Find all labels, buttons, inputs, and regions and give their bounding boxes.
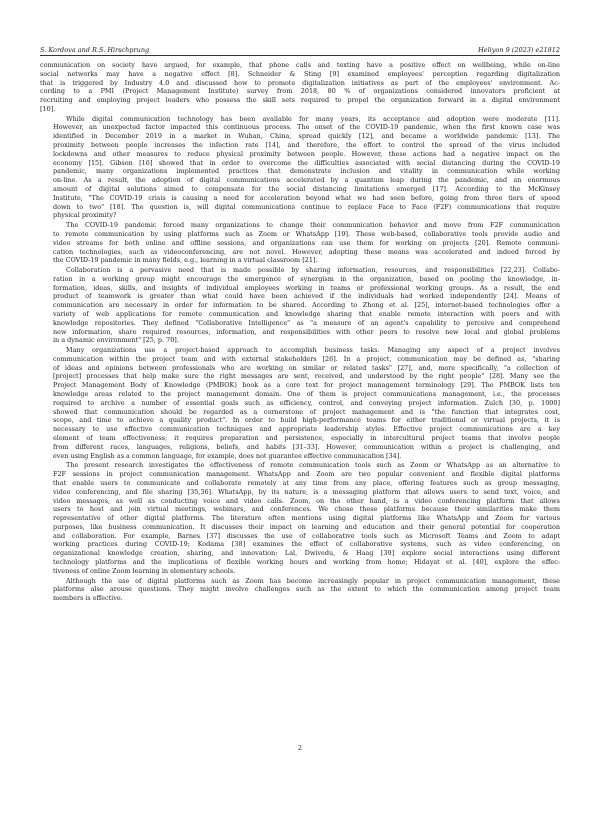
text-line: video streams for both online and offline sessions, and organizations can use them for working on projects [20]. Remote communi- (53, 238, 560, 247)
text-line: representative of other digital platforms. The literature often mentions using digital platforms like WhatsApp and Zoom for various (53, 514, 560, 523)
body-paragraph (40, 115, 560, 221)
text-line: tiveness of online Zoom learning in elementary schools. (53, 566, 236, 575)
text-line: product of teamwork is greater than what could have been achieved if the individuals had worked independently [24]. Means of (53, 292, 560, 301)
text-line: and collaboration. For example, Barnes [37] discusses the use of collaborative tools such as Microsoft Teams and Zoom to adapt (53, 531, 560, 540)
running-header-journal: Heliyon 9 (2023) e21812 (478, 46, 560, 54)
text-line: However, an unexpected factor impacted this continuous process. The onset of the COVID-19 pandemic, when the first known case was (53, 123, 560, 132)
text-line: social networks may have a negative effect [8]. Schneider & Sting [9] examined employees' perception regarding digitalization (40, 69, 560, 78)
text-line: Institute, "The COVID-19 crisis is causing a need for acceleration beyond what we had seen before, going from three tiers of speed (53, 193, 560, 202)
text-line: The present research investigates the effectiveness of remote communication tools such as Zoom or WhatsApp as an alternative to (66, 461, 560, 470)
text-line: communication on society have argued, for example, that phone calls and texting have a positive effect on wellbeing, while on-line (40, 61, 560, 69)
body-paragraph (40, 346, 560, 460)
text-line: even using English as a common language, for example, does not guarantee effective communication [34]. (53, 451, 402, 460)
text-line: necessary to use effective communication techniques and appropriate leadership styles. Effective project communications are a key (53, 425, 560, 434)
body-paragraph (40, 61, 560, 114)
text-line: cording to a PMI (Project Management Institute) survey from 2018, 80 % of organizations considered innovators proficient at (40, 87, 560, 96)
text-line: from different races, languages, religions, beliefs, and habits [31–33]. However, communication within a project is challenging, and (53, 442, 560, 451)
text-line: on-line. As a result, the adoption of digital communications accelerated by a quantum leap during the pandemic, and an enormous (53, 176, 560, 185)
text-line: communication within the project team and with external stakeholders [26]. In a project, communication may be defined as, "sharing (53, 354, 560, 363)
text-line: element of team effectiveness; it requires preparation and persistence, especially in intercultural project teams that involve people (53, 434, 560, 443)
text-line: identified in December 2019 in a market in Wuhan, China, spread quickly [12], and became a worldwide pandemic [13]. The (53, 132, 560, 141)
body-paragraph (40, 266, 560, 345)
text-line: communication are necessary in order for information to be shared. According to Zhong et al. [25], internet-based technologies offer a (53, 301, 560, 310)
text-line: F2F sessions in project communication management. WhatsApp and Zoom are two popular convenient and flexible digital platforms (53, 470, 560, 479)
text-line: [project] processes that help make sure the right messages are sent, received, and understood by the right people" [28]. Many see the (53, 372, 560, 381)
text-line: cation technologies, such as videoconferencing, are not novel. However, adopting these means was accelerated and indeed forced by (53, 247, 560, 256)
text-line: required to archive a number of essential goals such as efficiency, control, and conveying project information. Zulch [30, p. 1000] (53, 398, 560, 407)
text-line: Collaboration is a pervasive need that is made possible by sharing information, resources, and responsibilities [22,23]. Collabo- (66, 266, 560, 274)
text-line: While digital communication technology has been available for many years, its acceptance and adoption were moderate [11]. (66, 114, 560, 123)
text-line: The COVID-19 pandemic forced many organizations to change their communication behavior and move from F2F communication (66, 221, 560, 230)
text-line: technology platforms and the implications of flexible working hours and working from home; Hidayat et al. [40], explore the effec- (53, 558, 560, 567)
text-line: down to two" [18]. The question is, will digital communications continue to replace Face to Face (F2F) communications that require (53, 202, 560, 211)
text-line: Project Management Body of Knowledge (PMBOK) book as a core text for project management terminology [29]. The PMBOK lists ten (53, 381, 560, 390)
text-line: formation, ideas, skills, and insights of individual employees working in teams or professional working groups. As a result, the end (53, 283, 560, 292)
text-line: Many organizations use a project-based approach to accomplish business tasks. Managing any aspect of a project involves (66, 346, 560, 355)
text-line: platforms also arouse questions. They might involve challenges such as the extent to which the communication among project team (53, 585, 560, 594)
text-line: the COVID-19 pandemic in many fields, e.g., learning in a virtual classroom [21]. (53, 256, 318, 265)
text-line: new information, share required resources, information, and responsibilities with other peers to resolve new local and global problems (53, 327, 560, 336)
text-line: that enable users to communicate and collaborate remotely at any time from any place, offering features such as group messaging, (53, 478, 560, 487)
text-line: [10]. (40, 104, 56, 113)
text-line: video conferencing, and file sharing [35,36]. WhatsApp, by its nature, is a messaging platform that allows users to send text, voice, and (53, 487, 560, 496)
page-number: 2 (297, 744, 303, 752)
text-line: working practices during COVID-19; Kodama [38] examines the effect of collaborative systems, such as video conferencing, on (53, 540, 560, 549)
text-line: in a dynamic environment" [25, p. 70]. (53, 336, 179, 345)
text-line: physical proximity? (53, 211, 117, 220)
running-header-authors: S. Kordova and R.S. Hirschprung (40, 46, 150, 54)
article-body (40, 61, 560, 604)
text-line: proximity between people increases the infection rate [14], and therefore, the effort to control the spread of the virus included (53, 141, 560, 150)
text-line: Although the use of digital platforms such as Zoom has become increasingly popular in project communication management, these (66, 576, 560, 585)
text-line: knowledge areas related to the project management domain. One of them is project communications management, i.e., the processes (53, 390, 560, 399)
text-line: members is effective. (53, 594, 123, 603)
text-line: recruiting and employing project leaders who possess the skill sets required to propel the organization forward in a digital environment (40, 96, 560, 105)
text-line: economy [15]. Gibson [16] showed that in order to overcome the difficulties associated with social distancing during the COVID-19 (53, 158, 560, 167)
text-line: showed that communication should be regarded as a cornerstone of project management and is "the function that integrates cost, (53, 407, 560, 416)
text-line: users to host and join virtual meetings, webinars, and conferences. We chose these platforms because their similarities make them (53, 505, 560, 514)
text-line: to remote communication by using platforms such as Zoom or WhatsApp [19]. These web-based, collaborative tools provide audio and (53, 229, 560, 238)
body-paragraph (40, 577, 560, 603)
text-line: purposes, like business communication. It discusses their impact on learning and education and their general potential for cooperation (53, 522, 560, 531)
header-rule (40, 55, 560, 56)
text-line: of ideas and opinions between professionals who are working on similar or related tasks" [27], and, more specifically, "a collection of (53, 363, 560, 372)
text-line: that is triggered by Industry 4.0 and discussed how to promote digitalization initiatives as part of the employees' environment. Ac- (40, 78, 560, 87)
text-line: amount of digital solutions aimed to compensate for the social distancing limitations emerged [17]. According to the McKinsey (53, 185, 560, 194)
text-line: organizational knowledge creation, sharing, and innovation; Lal, Dwivedu, & Haag [39] explore social interactions using different (53, 549, 560, 558)
text-line: ration in a working group might encourage the emergence of synergism in the organization, based on pooling the knowledge, in- (53, 274, 560, 283)
body-paragraph (40, 461, 560, 575)
body-paragraph (40, 221, 560, 265)
text-line: video messages, as well as conducting voice and video calls. Zoom, on the other hand, is a video conferencing platform that allows (53, 496, 560, 505)
text-line: scope, and time to achieve a quality product". In order to build high-performance teams for either traditional or virtual projects, it is (53, 416, 560, 425)
text-line: knowledge repositories. They defined "Collaborative Intelligence" as "a measure of an agent's capability to perceive and comprehend (53, 318, 560, 327)
text-line: variety of web applications for remote communication and knowledge sharing that enable remote interaction with peers and with (53, 309, 560, 318)
text-line: pandemic, many organizations implemented practices that demonstrate inclusion and vitality in communication while working (53, 167, 560, 176)
text-line: lockdowns and other measures to reduce physical proximity between people. However, these actions had a negative impact on the (53, 149, 560, 158)
